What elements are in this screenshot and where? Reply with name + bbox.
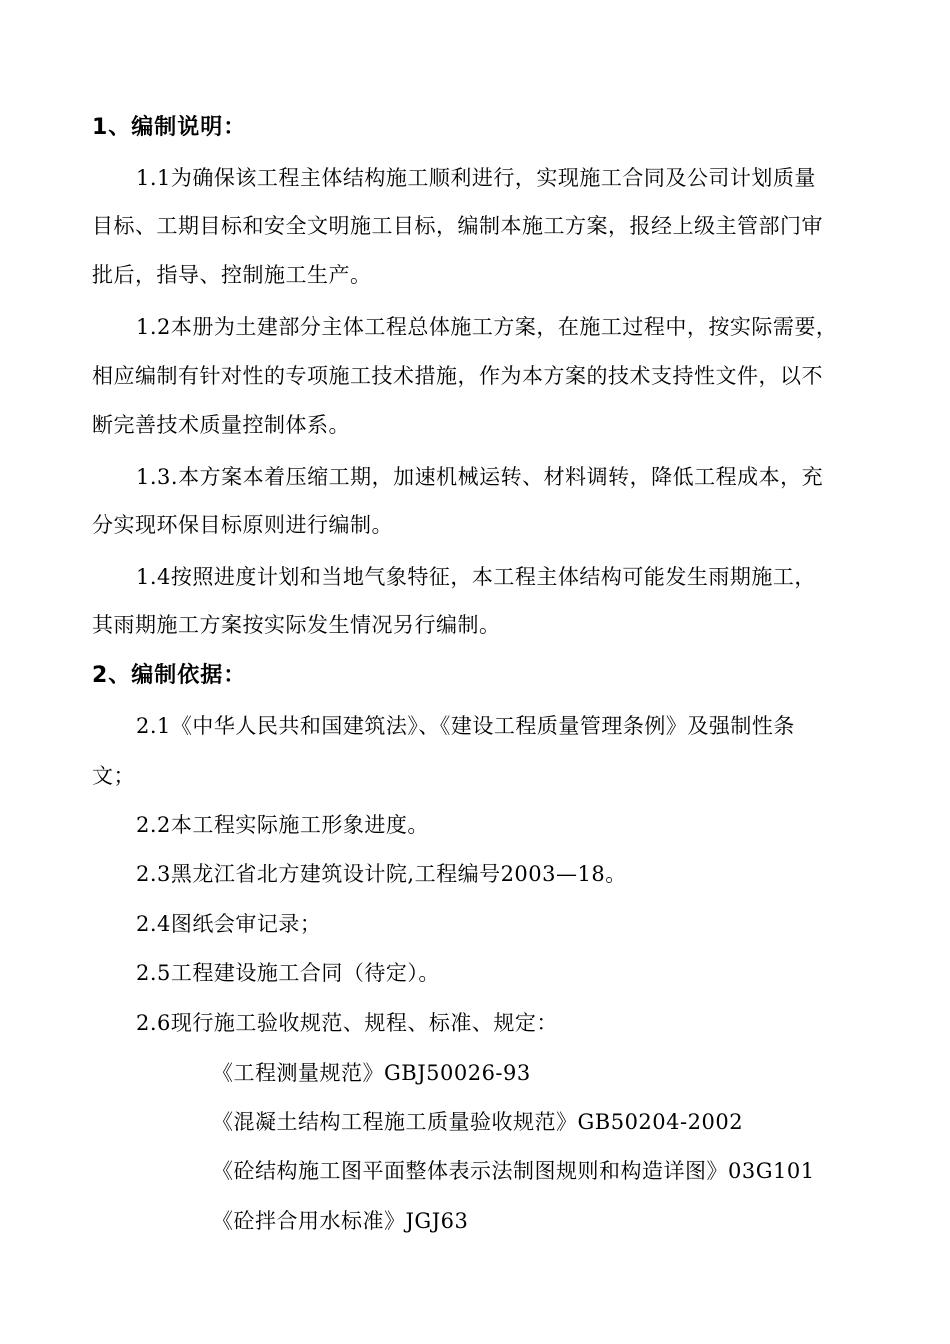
para-1-4-line-1: 1.4按照进度计划和当地气象特征，本工程主体结构可能发生雨期施工， xyxy=(136,565,816,589)
para-1-3-line-1: 1.3.本方案本着压缩工期，加速机械运转、材料调转，降低工程成本，充 xyxy=(136,465,824,489)
item-2-2: 2.2本工程实际施工形象进度。 xyxy=(136,813,429,837)
standard-item: 《砼拌合用水标准》JGJ63 xyxy=(212,1209,469,1233)
section1-heading: 1、编制说明： xyxy=(92,115,247,140)
standard-item: 《砼结构施工图平面整体表示法制图规则和构造详图》03G101 xyxy=(212,1159,815,1183)
item-2-5: 2.5工程建设施工合同（待定）。 xyxy=(136,961,440,985)
para-1-3-line-2: 分实现环保目标原则进行编制。 xyxy=(92,513,393,537)
para-1-1-line-2: 目标、工期目标和安全文明施工目标，编制本施工方案，报经上级主管部门审 xyxy=(92,214,823,238)
section2-heading: 2、编制依据： xyxy=(92,663,247,688)
para-1-1-line-3: 批后，指导、控制施工生产。 xyxy=(92,263,372,287)
para-1-4-line-2: 其雨期施工方案按实际发生情况另行编制。 xyxy=(92,613,501,637)
item-2-4: 2.4图纸会审记录； xyxy=(136,912,322,936)
para-1-1-line-1: 1.1为确保该工程主体结构施工顺利进行，实现施工合同及公司计划质量 xyxy=(136,166,816,190)
item-2-1-line-2: 文； xyxy=(92,764,135,788)
para-1-2-line-2: 相应编制有针对性的专项施工技术措施，作为本方案的技术支持性文件，以不 xyxy=(92,364,823,388)
item-2-6: 2.6现行施工验收规范、规程、标准、规定： xyxy=(136,1011,558,1035)
standard-item: 《混凝土结构工程施工质量验收规范》GB50204-2002 xyxy=(212,1110,744,1134)
item-2-1-line-1: 2.1《中华人民共和国建筑法》、《建设工程质量管理条例》及强制性条 xyxy=(136,714,795,738)
standard-item: 《工程测量规范》GBJ50026-93 xyxy=(212,1061,531,1085)
para-1-2-line-3: 断完善技术质量控制体系。 xyxy=(92,413,350,437)
para-1-2-line-1: 1.2本册为土建部分主体工程总体施工方案，在施工过程中，按实际需要， xyxy=(136,315,838,339)
item-2-3: 2.3黑龙江省北方建筑设计院,工程编号2003—18。 xyxy=(136,862,627,886)
